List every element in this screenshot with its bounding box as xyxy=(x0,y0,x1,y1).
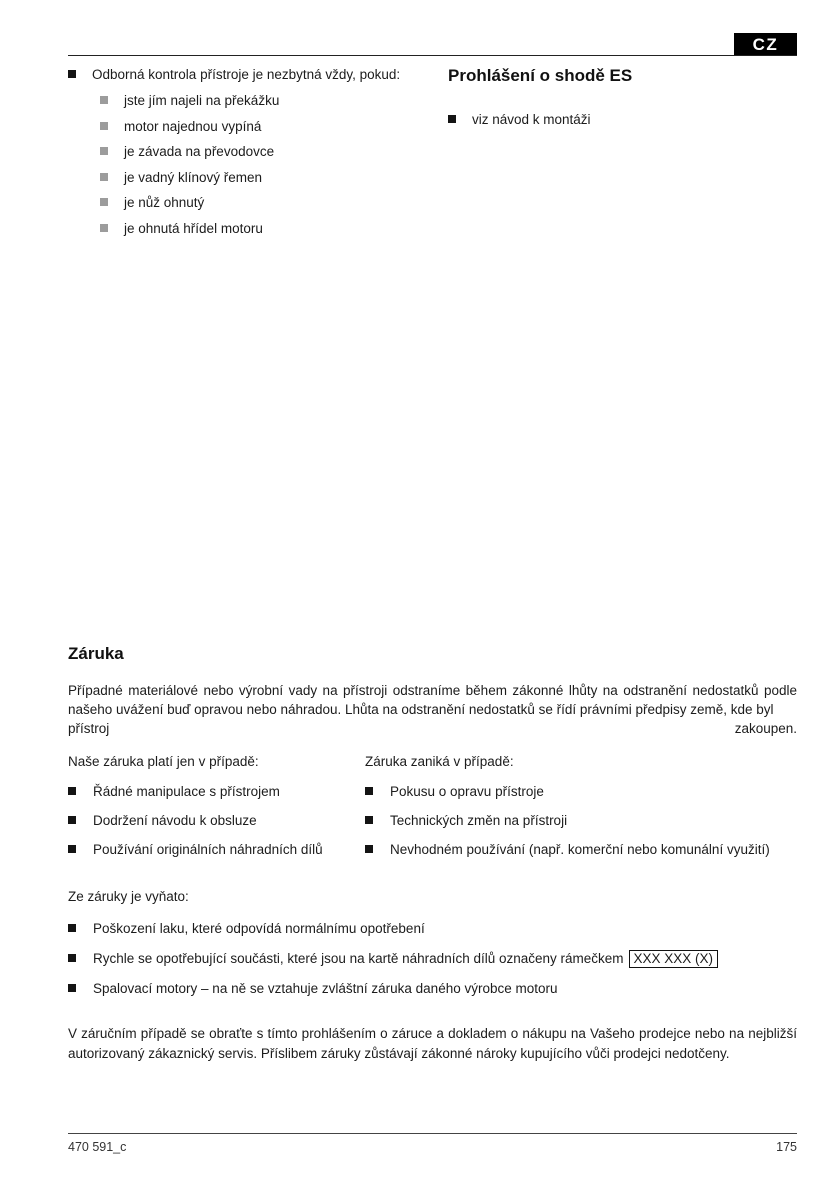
list-item xyxy=(365,812,797,829)
paragraph-text: přístroj xyxy=(68,721,110,736)
column-title: Záruka zaniká v případě: xyxy=(365,754,514,769)
bullet-square-icon xyxy=(100,224,108,232)
list-item xyxy=(68,812,365,829)
list-item-text: Pokusu o opravu přístroje xyxy=(390,784,544,799)
list-item-text: Poškození laku, které odpovídá normálnímu opotřebení xyxy=(93,921,425,936)
list-item xyxy=(68,66,440,83)
list-item-text: motor najednou vypíná xyxy=(124,118,262,134)
list-item xyxy=(100,220,440,237)
list-item-text: viz návod k montáži xyxy=(472,112,591,127)
section-heading: Prohlášení o shodě ES xyxy=(448,66,633,85)
warranty-intro-tail xyxy=(68,719,797,738)
list-item-text: je nůž ohnutý xyxy=(124,195,205,210)
list-item-text: Řádné manipulace s přístrojem xyxy=(93,784,280,799)
bullet-square-icon xyxy=(448,115,456,123)
list-item xyxy=(100,92,440,109)
list-item-text: Technických změn na přístroji xyxy=(390,813,568,828)
section-heading: Záruka xyxy=(68,644,124,663)
bullet-square-icon xyxy=(68,70,76,78)
footer-rule xyxy=(68,1133,797,1134)
list-item-text: Používání originálních náhradních dílů xyxy=(93,842,323,857)
paragraph-text: zakoupen. xyxy=(734,721,797,736)
list-item xyxy=(448,111,798,128)
warranty-closing-paragraph: V záručním případě se obraťte s tímto prohlášením o záruce a dokladem o nákupu na Vašeho prodejce nebo na nejbližší autorizovaný zákaznický servis. Příslibem záruky zůstávají zákonné nároky kupujícího vůči prodejci nedotčeny. xyxy=(68,1026,797,1061)
document-code: 470 591_c xyxy=(68,1140,127,1154)
warranty-valid-column xyxy=(68,753,365,870)
bullet-square-icon xyxy=(365,845,373,853)
bullet-square-icon xyxy=(100,198,108,206)
bullet-square-icon xyxy=(100,122,108,130)
list-item xyxy=(100,194,440,211)
column-title: Naše záruka platí jen v případě: xyxy=(68,754,259,769)
list-item xyxy=(365,783,797,800)
list-item xyxy=(365,841,797,858)
list-item xyxy=(100,169,440,186)
list-item-text: jste jím najeli na překážku xyxy=(124,93,280,108)
language-badge: CZ xyxy=(734,33,797,55)
warranty-columns xyxy=(68,753,797,870)
inspection-sublist xyxy=(100,92,440,237)
list-item-text: Dodržení návodu k obsluze xyxy=(93,813,257,828)
list-item xyxy=(68,841,365,858)
list-item xyxy=(68,980,797,997)
list-item-text: Spalovací motory – na ně se vztahuje zvláštní záruka daného výrobce motoru xyxy=(93,981,558,996)
list-item xyxy=(68,920,797,937)
bullet-square-icon xyxy=(100,96,108,104)
bullet-square-icon xyxy=(68,924,76,932)
declaration-section xyxy=(448,66,798,128)
list-item xyxy=(100,118,440,135)
bullet-square-icon xyxy=(68,816,76,824)
list-item-text: Nevhodném používání (např. komerční nebo komunální využití) xyxy=(390,842,770,857)
list-item-text: je ohnutá hřídel motoru xyxy=(124,220,263,236)
list-item-text: Rychle se opotřebující součásti, které jsou na kartě náhradních dílů označeny rámečkem xyxy=(93,951,624,966)
bullet-square-icon xyxy=(100,147,108,155)
bullet-square-icon xyxy=(68,845,76,853)
warranty-void-column xyxy=(365,753,797,870)
bullet-square-icon xyxy=(68,787,76,795)
warranty-intro-paragraph: Případné materiálové nebo výrobní vady na přístroji odstraníme během zákonné lhůty na odstranění nedostatků podle našeho uvážení buď opravou nebo náhradou. Lhůta na odstranění nedostatků se řídí právními předpisy země, kde byl xyxy=(68,683,797,717)
bullet-square-icon xyxy=(365,787,373,795)
spare-parts-code-box: XXX XXX (X) xyxy=(629,950,719,968)
bullet-square-icon xyxy=(100,173,108,181)
excluded-title: Ze záruky je vyňato: xyxy=(68,889,189,904)
page-number: 175 xyxy=(776,1140,797,1154)
list-item-text: Odborná kontrola přístroje je nezbytná vždy, pokud: xyxy=(92,67,401,82)
list-item xyxy=(68,950,797,967)
header-rule xyxy=(68,55,797,56)
inspection-section xyxy=(68,66,440,245)
warranty-section xyxy=(68,644,797,1064)
bullet-square-icon xyxy=(68,984,76,992)
list-item xyxy=(100,143,440,160)
list-item-text: je závada na převodovce xyxy=(124,144,275,159)
bullet-square-icon xyxy=(365,816,373,824)
list-item-text: je vadný klínový řemen xyxy=(124,169,263,185)
list-item xyxy=(68,783,365,800)
warranty-excluded-list xyxy=(68,920,797,997)
list-item-text xyxy=(93,950,718,967)
bullet-square-icon xyxy=(68,954,76,962)
